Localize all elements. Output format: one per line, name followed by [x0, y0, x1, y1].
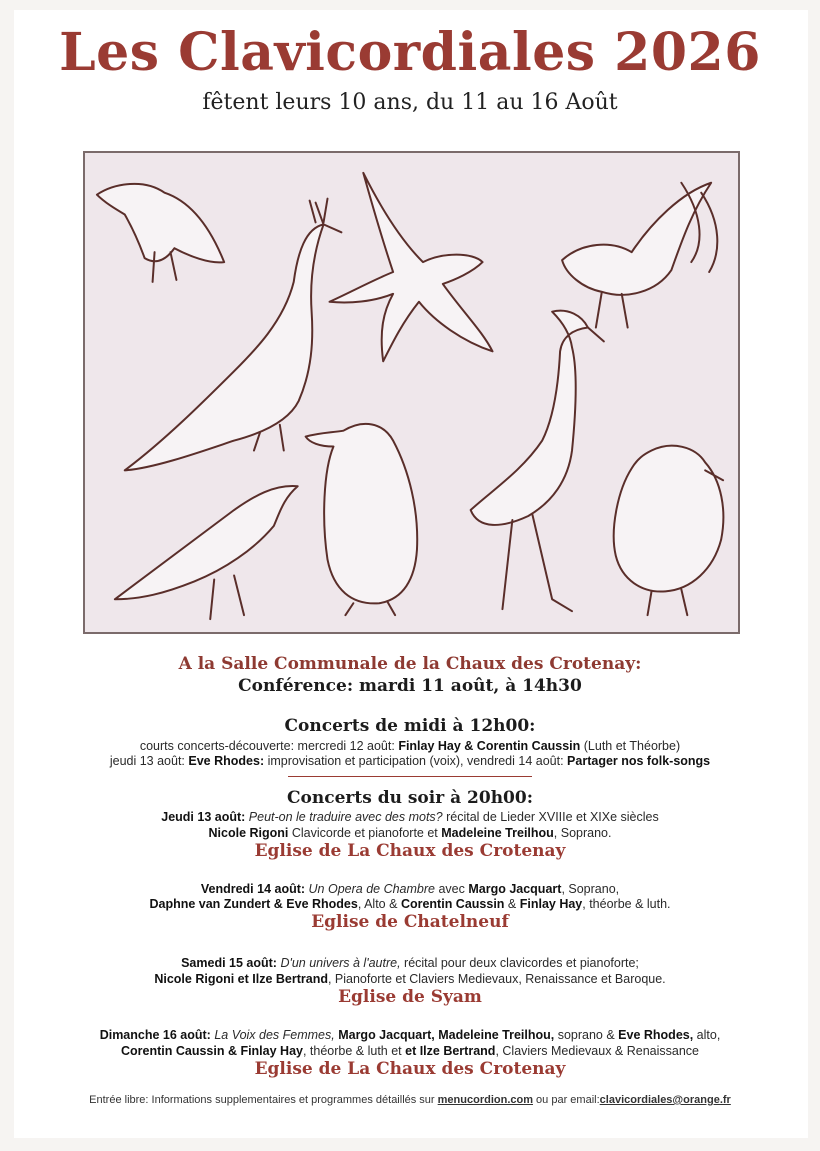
concert-4-line-1: [0, 1027, 820, 1043]
concert-3-line-2: [0, 971, 820, 987]
concert-3-day: Samedi 15 août:: [181, 956, 281, 970]
midi-heading: Concerts de midi à 12h00:: [284, 716, 536, 736]
footer: [0, 1094, 820, 1106]
concert-1-venue: Eglise de La Chaux des Crotenay: [254, 841, 566, 861]
concert-2-voice: , Soprano,: [561, 882, 620, 896]
concert-4-performers-1: Margo Jacquart, Madeleine Treilhou,: [334, 1028, 555, 1042]
concert-3-instruments: , Pianoforte et Claviers Medievaux, Renaissance et Baroque.: [327, 972, 666, 986]
concert-2-performer-1: Daphne van Zundert & Eve Rhodes: [149, 897, 358, 911]
concert-4-performers-3: Corentin Caussin & Finlay Hay: [120, 1044, 303, 1058]
concert-2-venue: Eglise de Chatelneuf: [311, 912, 509, 932]
concert-2-line-2: [0, 896, 820, 912]
conference-line: Conférence: mardi 11 août, à 14h30: [238, 676, 582, 696]
concert-1-performer-2: Madeleine Treilhou: [441, 826, 554, 840]
concert-3-title: D'un univers à l'autre,: [280, 956, 401, 970]
midi-line-1-instruments: (Luth et Théorbe): [580, 739, 681, 753]
poster-subtitle: fêtent leurs 10 ans, du 11 au 16 Août: [202, 90, 618, 115]
concert-1-line-2: [0, 825, 820, 841]
soir-heading: Concerts du soir à 20h00:: [287, 788, 533, 808]
concert-4-venue: Eglise de La Chaux des Crotenay: [254, 1059, 566, 1079]
concert-3-desc: récital pour deux clavicordes et pianoforte;: [400, 956, 639, 970]
concert-1-desc: récital de Lieder XVIIIe et XIXe siècles: [442, 810, 659, 824]
concert-1-text-1: Clavicorde et pianoforte et: [288, 826, 442, 840]
concert-1-text-2: , Soprano.: [553, 826, 612, 840]
crow-lower-icon: [115, 486, 298, 599]
concert-4-title: La Voix des Femmes,: [214, 1028, 335, 1042]
concert-2-day: Vendredi 14 août:: [200, 882, 309, 896]
swallow-icon: [330, 173, 493, 361]
sparrow-icon: [614, 446, 724, 592]
midi-line-2-text: jeudi 13 août:: [109, 754, 189, 768]
concert-2-text-2: &: [504, 897, 520, 911]
concert-2-text-3: , théorbe & luth.: [582, 897, 671, 911]
concert-2-performer-3: Finlay Hay: [519, 897, 583, 911]
concert-3-venue: Eglise de Syam: [338, 987, 482, 1007]
midi-line-2: [0, 753, 820, 769]
penguin-icon: [306, 424, 418, 604]
concert-2-text: avec: [434, 882, 469, 896]
concert-4-performer-2: Eve Rhodes,: [618, 1028, 694, 1042]
concert-4-text-4: , Claviers Medievaux & Renaissance: [495, 1044, 700, 1058]
concert-3-line-1: [0, 955, 820, 971]
concert-2-text-1: , Alto &: [357, 897, 401, 911]
birds-engraving-icon: [85, 153, 738, 632]
birds-illustration: [83, 151, 740, 634]
concert-1-line-1: [0, 809, 820, 825]
concert-1-performer-1: Nicole Rigoni: [208, 826, 289, 840]
divider: [288, 776, 532, 777]
footer-text: Entrée libre: Informations supplementaires et programmes détaillés sur: [89, 1094, 438, 1106]
concert-3-performers: Nicole Rigoni et Ilze Bertrand: [154, 972, 328, 986]
poster-title: Les Clavicordiales 2026: [59, 22, 761, 83]
concert-4-text-2: alto,: [693, 1028, 721, 1042]
concert-4-day: Dimanche 16 août:: [99, 1028, 215, 1042]
concert-1-day: Jeudi 13 août:: [161, 810, 249, 824]
concert-4-text-3: , théorbe & luth et: [302, 1044, 406, 1058]
midi-line-1-text: courts concerts-découverte: mercredi 12 août:: [139, 739, 399, 753]
concert-4-text-1: soprano &: [554, 1028, 619, 1042]
concert-4-line-2: [0, 1043, 820, 1059]
midi-line-1-performers: Finlay Hay & Corentin Caussin: [398, 739, 581, 753]
lyrebird-icon: [562, 183, 711, 295]
footer-email-label: ou par email:: [533, 1094, 600, 1106]
concert-2-performer-2: Corentin Caussin: [400, 897, 505, 911]
conference-venue: A la Salle Communale de la Chaux des Crotenay:: [178, 654, 642, 674]
midi-line-1: [0, 738, 820, 754]
concert-2-performer: Margo Jacquart: [468, 882, 562, 896]
midi-line-2-performer: Eve Rhodes:: [188, 754, 265, 768]
crow-icon: [97, 184, 224, 263]
midi-line-2-title: Partager nos folk-songs: [567, 754, 711, 768]
concert-1-title: Peut-on le traduire avec des mots?: [248, 810, 443, 824]
email-link[interactable]: clavicordiales@orange.fr: [599, 1094, 731, 1106]
concert-4-performer-4: et Ilze Bertrand: [405, 1044, 496, 1058]
concert-2-line-1: [0, 881, 820, 897]
concert-2-title: Un Opera de Chambre: [308, 882, 435, 896]
website-link[interactable]: menucordion.com: [437, 1094, 533, 1106]
midi-line-2-desc: improvisation et participation (voix), vendredi 14 août:: [264, 754, 568, 768]
